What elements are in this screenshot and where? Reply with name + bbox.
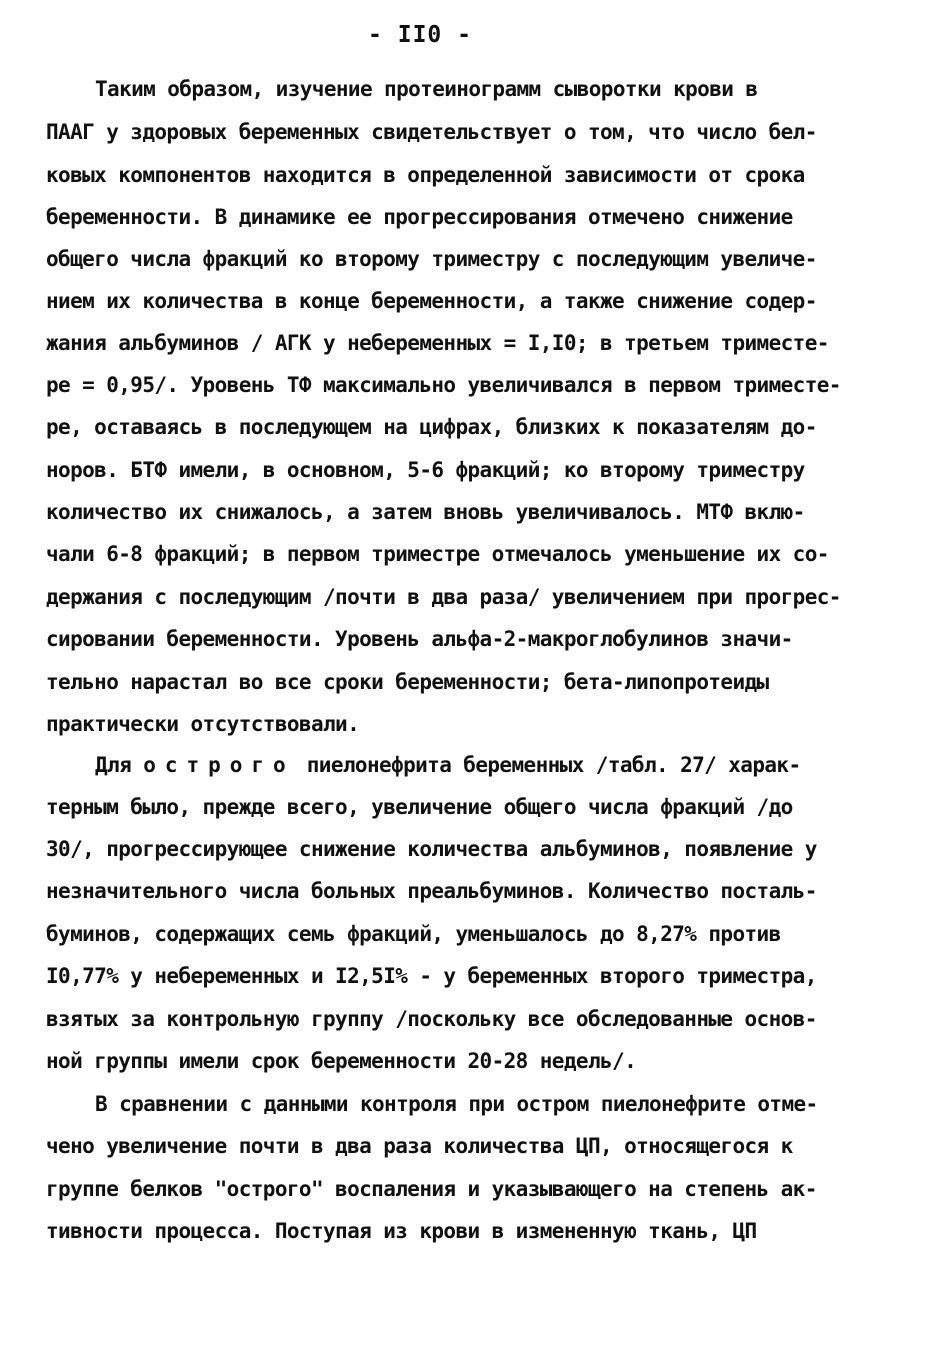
text-line: тельно нарастал во все сроки беременности; бета-липопротеиды bbox=[46, 670, 769, 694]
text-line: незначительного числа больных преальбуминов. Количество посталь- bbox=[46, 879, 817, 903]
text-line: беременности. В динамике ее прогрессирования отмечено снижение bbox=[46, 205, 793, 229]
text-line: общего числа фракций ко второму триместру с последующим увеличе- bbox=[46, 247, 817, 271]
text-line-with-spaced-word bbox=[95, 750, 801, 780]
text-line: группе белков "острого" воспаления и указывающего на степень ак- bbox=[46, 1177, 817, 1201]
text-line: I0,77% у небеременных и I2,5I% - у беременных второго триместра, bbox=[46, 964, 817, 988]
text-line: ковых компонентов находится в определенной зависимости от срока bbox=[46, 163, 805, 187]
text-line: норов. БТФ имели, в основном, 5-6 фракций; ко второму триместру bbox=[46, 458, 805, 482]
text-line: ПААГ у здоровых беременных свидетельствует о том, что число бел- bbox=[46, 120, 817, 144]
text-line: практически отсутствовали. bbox=[46, 712, 360, 736]
text-line: сировании беременности. Уровень альфа-2-макроглобулинов значи- bbox=[46, 627, 793, 651]
text-line: чено увеличение почти в два раза количества ЦП, относящегося к bbox=[46, 1134, 793, 1158]
text-fragment: Для bbox=[95, 753, 144, 777]
text-fragment: пиелонефрита беременных /табл. 27/ харак- bbox=[294, 753, 801, 777]
text-line: буминов, содержащих семь фракций, уменьшалось до 8,27% против bbox=[46, 922, 781, 946]
text-line: ной группы имели срок беременности 20-28 недель/. bbox=[46, 1049, 637, 1073]
text-line: Таким образом, изучение протеинограмм сыворотки крови в bbox=[95, 77, 758, 101]
text-line: держания с последующим /почти в два раза/ увеличением при прогрес- bbox=[46, 585, 841, 609]
text-line: количество их снижалось, а затем вновь увеличивалось. МТФ вклю- bbox=[46, 500, 805, 524]
spaced-emphasis-word: острого bbox=[143, 753, 295, 777]
text-line: ре, оставаясь в последующем на цифрах, близких к показателям до- bbox=[46, 415, 817, 439]
text-line: В сравнении с данными контроля при остром пиелонефрите отме- bbox=[95, 1092, 818, 1116]
text-line: тивности процесса. Поступая из крови в измененную ткань, ЦП bbox=[46, 1219, 757, 1243]
text-line: ре = 0,95/. Уровень ТФ максимально увеличивался в первом триместе- bbox=[46, 373, 841, 397]
text-line: нием их количества в конце беременности, а также снижение содер- bbox=[46, 289, 817, 313]
text-line: жания альбуминов / АГК у небеременных = I,I0; в третьем триместе- bbox=[46, 331, 829, 355]
text-line: чали 6-8 фракций; в первом триместре отмечалось уменьшение их со- bbox=[46, 542, 829, 566]
text-line: взятых за контрольную группу /поскольку все обследованные основ- bbox=[46, 1007, 817, 1031]
text-line: 30/, прогрессирующее снижение количества альбуминов, появление у bbox=[46, 837, 817, 861]
page-number: - II0 - bbox=[368, 22, 472, 48]
text-line: терным было, прежде всего, увеличение общего числа фракций /до bbox=[46, 795, 793, 819]
